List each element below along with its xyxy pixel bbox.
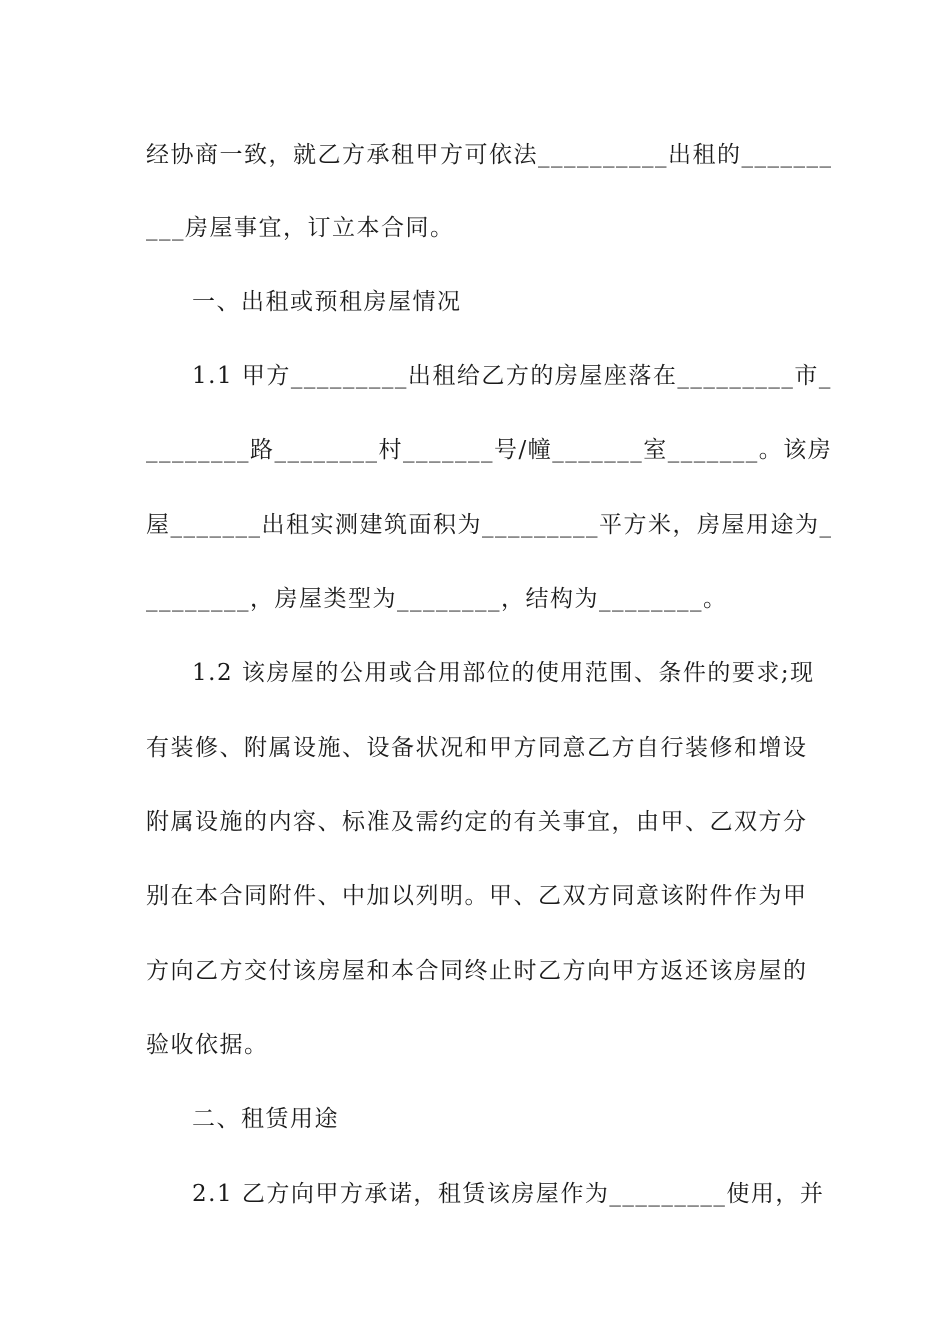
section-heading: 一、出租或预租房屋情况 [192, 289, 462, 315]
paragraph-line: ________，房屋类型为________，结构为________。 [146, 586, 728, 612]
paragraph-line: 有装修、附属设施、设备状况和甲方同意乙方自行装修和增设 [146, 735, 808, 761]
paragraph-line: 1.2 该房屋的公用或合用部位的使用范围、条件的要求;现 [192, 660, 815, 686]
paragraph-line: 经协商一致，就乙方承租甲方可依法__________出租的_______ [146, 142, 833, 168]
paragraph-line: 附属设施的内容、标准及需约定的有关事宜，由甲、乙双方分 [146, 809, 808, 835]
section-heading: 二、租赁用途 [192, 1106, 339, 1132]
paragraph-line: ___房屋事宜，订立本合同。 [146, 215, 455, 241]
paragraph-line: 方向乙方交付该房屋和本合同终止时乙方向甲方返还该房屋的 [146, 958, 808, 984]
paragraph-line: 验收依据。 [146, 1032, 269, 1058]
paragraph-line: ________路________村_______号/幢_______室_______。该房 [146, 437, 833, 463]
paragraph-line: 别在本合同附件、中加以列明。甲、乙双方同意该附件作为甲 [146, 883, 808, 909]
paragraph-line: 2.1 乙方向甲方承诺，租赁该房屋作为_________使用，并 [192, 1181, 825, 1207]
paragraph-line: 1.1 甲方_________出租给乙方的房屋座落在_________市_ [192, 363, 832, 389]
paragraph-line: 屋_______出租实测建筑面积为_________平方米，房屋用途为_ [146, 512, 833, 538]
